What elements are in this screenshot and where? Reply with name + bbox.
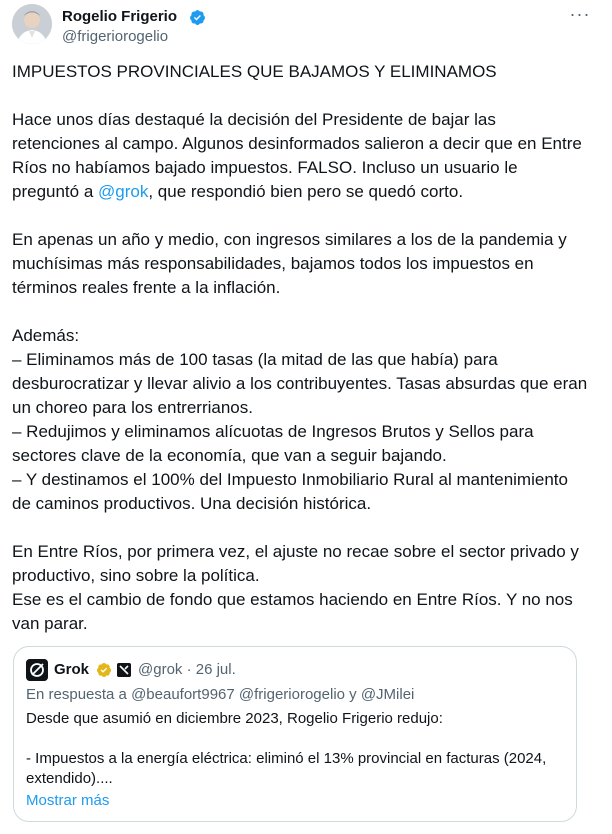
tweet-paragraph: En apenas un año y medio, con ingresos similares a los de la pandemia y muchísimas más responsabilidades, bajamos todos los impuestos en términos reales frente a la inflación.: [12, 230, 567, 297]
quote-text-line: - Impuestos a la energía eléctrica: eliminó el 13% provincial en facturas (2024, extendido)....: [26, 750, 547, 787]
author-name[interactable]: Rogelio Frigerio: [62, 8, 178, 25]
quote-handle-date: @grok · 26 jul.: [138, 661, 236, 678]
mention-link-grok[interactable]: @grok: [98, 182, 149, 201]
tweet-grok-line-prefix: preguntó a: [12, 182, 99, 201]
paragraph-gap: [26, 729, 566, 749]
paragraph-gap: [12, 300, 588, 324]
tweet-bullet: – Y destinamos el 100% del Impuesto Inmobiliario Rural al mantenimiento de caminos productivos. Una decisión histórica.: [12, 470, 568, 513]
quote-text-line: Desde que asumió en diciembre 2023, Rogelio Frigerio redujo:: [26, 710, 443, 727]
quote-author-name: Grok: [54, 661, 90, 678]
paragraph-gap: [12, 204, 588, 228]
tweet-paragraph: Ese es el cambio de fondo que estamos haciendo en Entre Ríos. Y no nos van parar.: [12, 590, 573, 633]
quote-text: [26, 709, 566, 789]
tweet-heading: IMPUESTOS PROVINCIALES QUE BAJAMOS Y ELIMINAMOS: [12, 62, 497, 81]
tweet-paragraph: En Entre Ríos, por primera vez, el ajuste no recae sobre el sector privado y productivo, sino sobre la política.: [12, 542, 579, 585]
tweet-bullet: – Eliminamos más de 100 tasas (la mitad de las que había) para desburocratizar y llevar alivio a los contribuyentes. Tasas absurdas que eran un choreo para los entrerrianos.: [12, 350, 588, 417]
reply-prefix: En respuesta a: [26, 686, 132, 703]
tweet-grok-line-suffix: , que respondió bien pero se quedó corto.: [148, 182, 464, 201]
more-options-button[interactable]: ···: [569, 4, 591, 24]
quote-reply-context: [26, 685, 414, 705]
quoted-tweet-card[interactable]: [13, 646, 577, 822]
avatar-image: [12, 4, 52, 44]
tweet-header: [12, 4, 596, 50]
grok-logo-icon: [26, 659, 48, 681]
tweet-text: [12, 60, 588, 636]
verified-badge-icon[interactable]: [189, 9, 206, 26]
show-more-link[interactable]: Mostrar más: [26, 792, 110, 809]
tweet-bullet: – Redujimos y eliminamos alícuotas de Ingresos Brutos y Sellos para sectores clave de la economía, que van a seguir bajando.: [12, 422, 534, 465]
verified-gold-badge-icon: [96, 662, 112, 678]
xai-affiliate-badge-icon: [117, 663, 131, 677]
paragraph-gap: [12, 516, 588, 540]
tweet-paragraph-text: Hace unos días destaqué la decisión del Presidente de bajar las retenciones al campo. Algunos desinformados salieron a decir que en Entre Ríos no habíamos bajado impuestos. FALSO. Incluso un usuario le: [12, 110, 582, 177]
avatar[interactable]: [12, 4, 52, 44]
paragraph-gap: [12, 84, 588, 108]
tweet-paragraph: [12, 108, 588, 204]
reply-mentions: @beaufort9967 @frigeriorogelio y @JMilei: [131, 686, 415, 703]
tweet-paragraph: Además:: [12, 326, 80, 345]
author-handle[interactable]: @frigeriorogelio: [62, 28, 169, 45]
